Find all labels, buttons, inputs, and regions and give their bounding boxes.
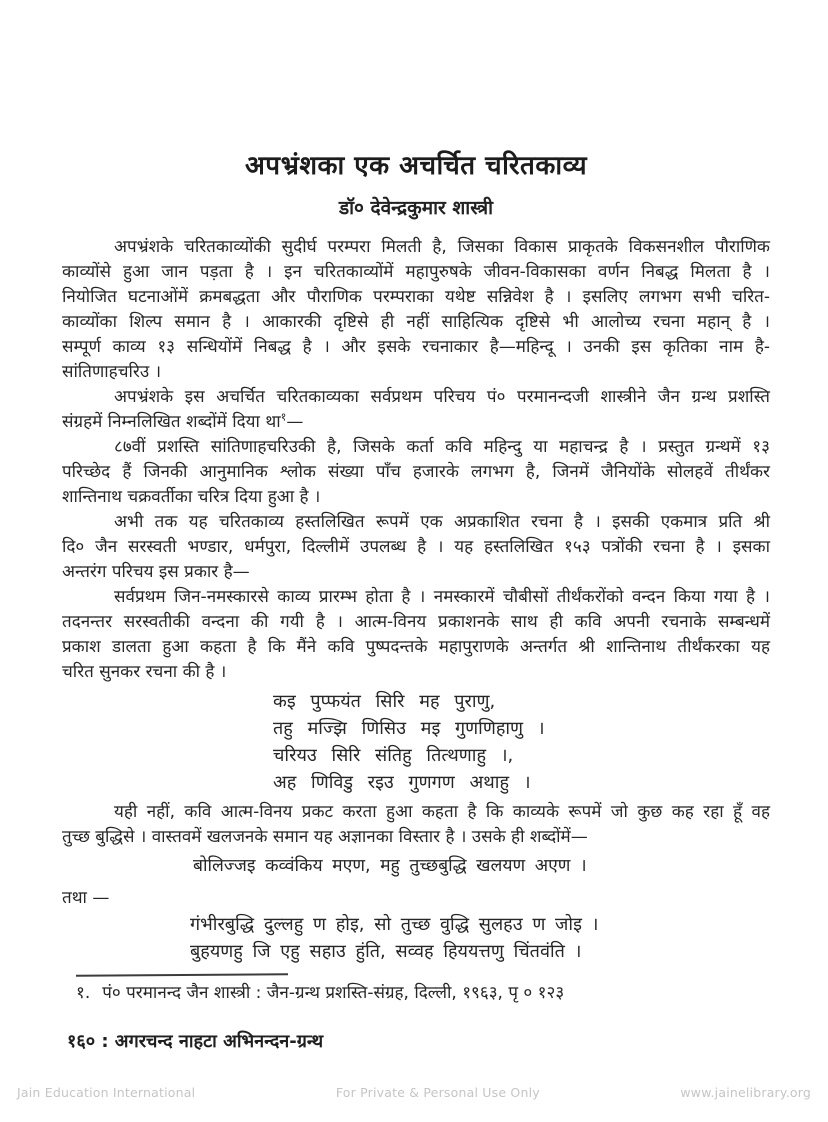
- paragraph-line: अभी तक यह चरितकाव्य हस्तलिखित रूपमें एक अप्रकाशित रचना है । इसकी एकमात्र प्रति श्री: [114, 512, 770, 532]
- paragraph-line: सर्वप्रथम जिन-नमस्कारसे काव्य प्रारम्भ होता है । नमस्कारमें चौबीसों तीर्थंकरोंको वन्दन किया गया है ।: [114, 587, 770, 607]
- apabhramsa-quote-line: बोलिज्जइ कव्वंकिय मएण, महु तुच्छबुद्धि खलयण अएण ।: [193, 856, 587, 876]
- footer-left-text: Jain Education International: [17, 1085, 196, 1100]
- paragraph-line: नियोजित घटनाओंमें क्रमबद्धता और पौराणिक परम्पराका यथेष्ट सन्निवेश है । इसलिए लगभग सभी चरित-: [62, 287, 770, 307]
- paragraph-line: चरित सुनकर रचना की है ।: [62, 662, 227, 682]
- verse-line: चरियउ सिरि संतिहु तित्थणाहु ।,: [273, 745, 514, 766]
- article-title: अपभ्रंशका एक अचर्चित चरितकाव्य: [244, 151, 588, 181]
- paragraph-text: —: [286, 412, 304, 432]
- article-body: [62, 235, 770, 1054]
- footnote-ref-1: १: [280, 410, 287, 424]
- paragraph-1: [62, 235, 770, 385]
- paragraph-text: संग्रहमें निम्नलिखित शब्दोंमें दिया था: [62, 412, 281, 432]
- paragraph-line: तुच्छ बुद्धिसे । वास्तवमें खलजनके समान यह अज्ञानका विस्तार है । उसके ही शब्दोंमें—: [62, 827, 588, 847]
- verse-line: गंभीरबुद्धि दुल्लहु ण होइ, सो तुच्छ वुद्धि सुलहउ ण जोइ ।: [190, 914, 599, 935]
- paragraph-line: प्रकाश डालता हुआ कहता है कि मैंने कवि पुष्पदन्तके महापुराणके अन्तर्गत श्री शान्तिनाथ तीर्थंकरका यह: [62, 637, 770, 657]
- paragraph-line: परिच्छेद हैं जिनकी आनुमानिक श्लोक संख्या पाँच हजारके लगभग है, जिनमें जैनियोंके सोलहवें तीर्थंकर: [62, 462, 770, 482]
- article-author: डॉ० देवेन्द्रकुमार शास्त्री: [338, 197, 494, 219]
- paragraph-line: अन्तरंग परिचय इस प्रकार है—: [62, 562, 250, 582]
- footnote-1: [62, 981, 770, 1006]
- verse-line: तहु मज्झि णिसिउ मइ गुणणिहाणु ।: [273, 718, 545, 739]
- footnote-text: पं० परमानन्द जैन शास्त्री : जैन-ग्रन्थ प्रशस्ति-संग्रह, दिल्ली, १९६३, पृ ० १२३: [102, 983, 565, 1003]
- paragraph-line: अपभ्रंशके चरितकाव्योंकी सुदीर्घ परम्परा मिलती है, जिसका विकास प्राकृतके विकसनशील पौराणिक: [114, 237, 770, 257]
- paragraph-line: काव्योंसे हुआ जान पड़ता है । इन चरितकाव्योंमें महापुरुषके जीवन-विकासका वर्णन निबद्ध मिलता है ।: [62, 262, 770, 282]
- verse-block-1: [273, 688, 770, 796]
- paragraph-3: [62, 435, 770, 510]
- paragraph-line: तदनन्तर सरस्वतीकी वन्दना की गयी है । आत्म-विनय प्रकाशनके साथ ही कवि अपनी रचनाके सम्बन्धमें: [62, 612, 770, 632]
- paragraph-line: शान्तिनाथ चक्रवर्तीका चरित्र दिया हुआ है ।: [62, 487, 321, 507]
- paragraph-line: अपभ्रंशके इस अचर्चित चरितकाव्यका सर्वप्रथम परिचय पं० परमानन्दजी शास्त्रीने जैन ग्रन्थ प्रशस्ति: [114, 387, 770, 407]
- paragraph-line: दि० जैन सरस्वती भण्डार, धर्मपुरा, दिल्लीमें उपलब्ध है । यह हस्तलिखित १५३ पत्रोंकी रचना है । इसका: [62, 537, 770, 557]
- page-footer: [0, 1085, 828, 1100]
- footer-center-text: For Private & Personal Use Only: [335, 1085, 540, 1100]
- paragraph-line: यही नहीं, कवि आत्म-विनय प्रकट करता हुआ कहता है कि काव्यके रूपमें जो कुछ कह रहा हूँ वह: [114, 802, 770, 822]
- paragraph-6: [62, 800, 770, 850]
- paragraph-line: काव्योंका शिल्प समान है । आकारकी दृष्टिसे ही नहीं साहित्यिक दृष्टिसे भी आलोच्य रचना महान् है ।: [62, 312, 770, 332]
- paragraph-4: [62, 510, 770, 585]
- paragraph-line: सम्पूर्ण काव्य १३ सन्धियोंमें निबद्ध है । और इसके रचनाकार है—महिन्दू । उनकी इस कृतिका नाम है-: [62, 337, 770, 357]
- tatha-label: तथा —: [62, 888, 110, 908]
- paragraph-line: [62, 410, 770, 435]
- footnote-separator: [76, 973, 288, 976]
- paragraph-line: सांतिणाहचरिउ ।: [62, 362, 162, 382]
- verse-line: बुहयणहु जि एहु सहाउ हुंति, सव्वह हिययत्तणु चिंतवंति ।: [190, 941, 582, 962]
- footer-right-text: www.jainelibrary.org: [680, 1085, 811, 1100]
- verse-block-2: [190, 911, 770, 965]
- paragraph-line: ८७वीं प्रशस्ति सांतिणाहचरिउकी है, जिसके कर्ता कवि महिन्दु या महाचन्द्र है । प्रस्तुत ग्रन्थमें १३: [114, 437, 770, 457]
- verse-line: कइ पुप्फयंत सिरि मह पुराणु,: [273, 691, 496, 712]
- paragraph-5: [62, 585, 770, 685]
- footnote-number: १.: [76, 983, 91, 1003]
- running-title: १६० : अगरचन्द नाहटा अभिनन्दन-ग्रन्थ: [67, 1031, 324, 1052]
- verse-line: अह णिविडु रइउ गुणगण अथाहु ।: [273, 772, 531, 793]
- paragraph-2: [62, 385, 770, 435]
